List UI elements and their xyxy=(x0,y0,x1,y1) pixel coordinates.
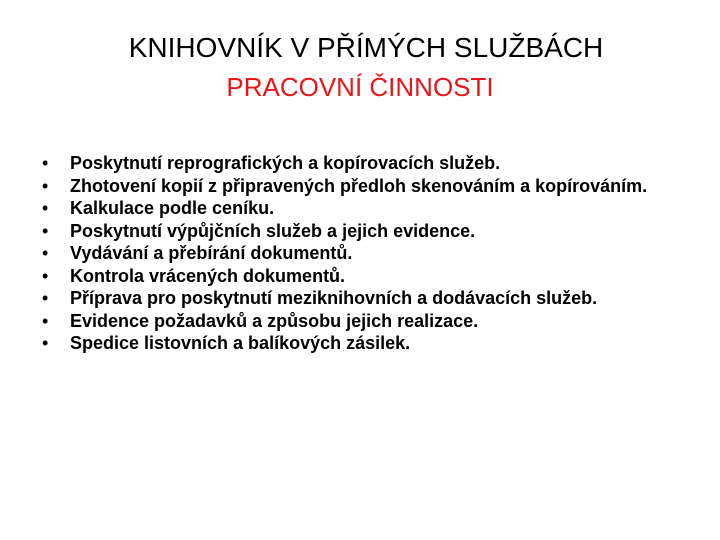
list-item xyxy=(40,332,700,355)
bullet-icon: • xyxy=(42,243,49,263)
list-item-text: Příprava pro poskytnutí meziknihovních a dodávacích služeb. xyxy=(70,288,598,308)
list-item-text: Kalkulace podle ceníku. xyxy=(70,198,275,218)
bullet-icon: • xyxy=(42,220,49,241)
title-block xyxy=(0,30,720,104)
bullet-icon: • xyxy=(42,175,49,196)
list-item-text: Vydávání a přebírání dokumentů. xyxy=(70,243,353,263)
list-item-text: Poskytnutí reprografických a kopírovacích služeb. xyxy=(70,153,501,173)
bullet-icon: • xyxy=(42,288,49,308)
list-item-text: Zhotovení kopií z připravených předloh skenováním a kopírováním. xyxy=(70,175,648,196)
list-item xyxy=(40,265,700,288)
list-item xyxy=(40,287,700,310)
list-item-text: Evidence požadavků a způsobu jejich realizace. xyxy=(70,310,479,331)
bullet-icon: • xyxy=(42,333,49,353)
list-item xyxy=(40,310,700,333)
bullet-icon: • xyxy=(42,310,49,331)
list-item-text: Poskytnutí výpůjčních služeb a jejich evidence. xyxy=(70,220,476,241)
bullet-icon: • xyxy=(42,265,49,286)
slide-title: KNIHOVNÍK V PŘÍMÝCH SLUŽBÁCH xyxy=(128,32,604,63)
list-item xyxy=(40,242,700,265)
bullet-list xyxy=(40,152,700,355)
list-item xyxy=(40,197,700,220)
list-item xyxy=(40,220,700,243)
list-item-text: Spedice listovních a balíkových zásilek. xyxy=(70,333,411,353)
list-item-text: Kontrola vrácených dokumentů. xyxy=(70,265,346,286)
bullet-icon: • xyxy=(42,153,49,173)
list-item xyxy=(40,175,700,198)
list-item xyxy=(40,152,700,175)
slide-subtitle: PRACOVNÍ ČINNOSTI xyxy=(226,72,494,102)
bullet-icon: • xyxy=(42,198,49,218)
